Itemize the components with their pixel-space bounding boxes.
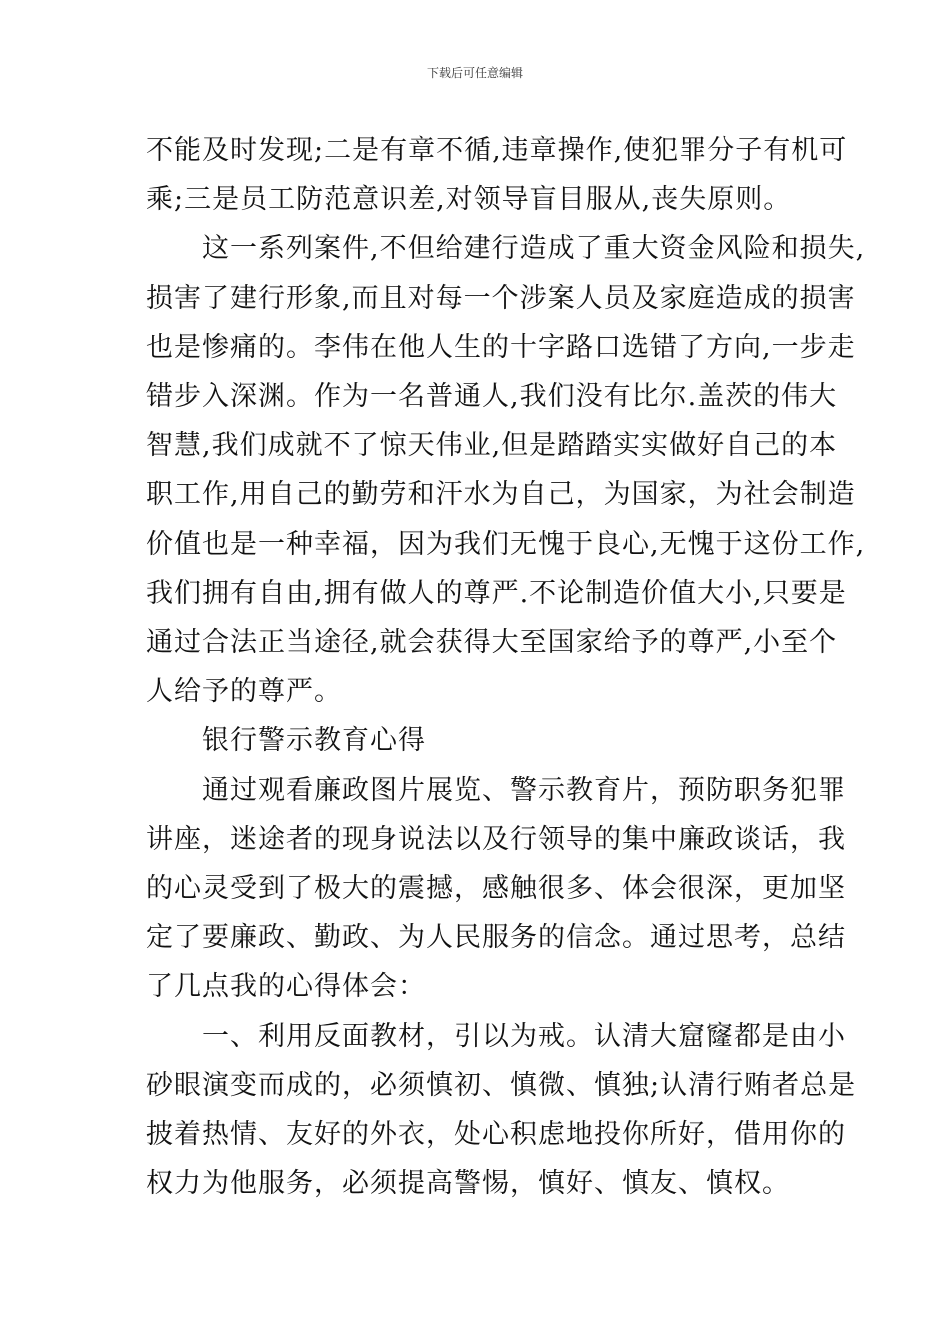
paragraph-point-one [146, 1012, 857, 1209]
text-line: 不能及时发现;二是有章不循,违章操作,使犯罪分子有机可 [146, 135, 848, 166]
text-line: 职工作,用自己的勤劳和汗水为自己，为国家，为社会制造 [146, 479, 856, 511]
text-line: 通过合法正当途径,就会获得大至国家给予的尊严,小至个 [146, 627, 838, 659]
paragraph-case-reflection [146, 224, 866, 716]
text-line: 通过观看廉政图片展览、警示教育片，预防职务犯罪 [202, 774, 846, 806]
text-line: 智慧,我们成就不了惊天伟业,但是踏踏实实做好自己的本 [146, 430, 838, 462]
text-line: 一、利用反面教材，引以为戒。认清大窟窿都是由小 [202, 1020, 846, 1052]
section-title-text: 银行警示教育心得 [202, 725, 426, 757]
page-header: 下载后可任意编辑 [426, 66, 523, 80]
section-title [146, 716, 816, 765]
text-line: 权力为他服务，必须提高警惕，慎好、慎友、慎权。 [146, 1168, 790, 1200]
text-line: 定了要廉政、勤政、为人民服务的信念。通过思考，总结 [146, 922, 846, 954]
text-line: 了几点我的心得体会： [146, 971, 426, 1003]
text-line: 披着热情、友好的外衣，处心积虑地投你所好，借用你的 [146, 1119, 846, 1151]
document-body [146, 126, 866, 1208]
text-line: 讲座，迷途者的现身说法以及行领导的集中廉政谈话，我 [146, 823, 846, 855]
text-line: 我们拥有自由,拥有做人的尊严.不论制造价值大小,只要是 [146, 577, 847, 609]
text-line: 的心灵受到了极大的震撼，感触很多、体会很深，更加坚 [146, 873, 846, 905]
text-line: 损害了建行形象,而且对每一个涉案人员及家庭造成的损害 [146, 282, 856, 314]
paragraph-continuation [146, 126, 848, 224]
text-line: 乘;三是员工防范意识差,对领导盲目服从,丧失原则。 [146, 184, 792, 216]
text-line: 也是惨痛的。李伟在他人生的十字路口选错了方向,一步走 [146, 331, 856, 363]
text-line: 错步入深渊。作为一名普通人,我们没有比尔.盖茨的伟大 [146, 381, 838, 413]
paragraph-intro [146, 766, 846, 1012]
text-line: 价值也是一种幸福，因为我们无愧于良心,无愧于这份工作, [146, 528, 866, 560]
text-line: 砂眼演变而成的，必须慎初、慎微、慎独;认清行贿者总是 [146, 1069, 857, 1101]
text-line: 人给予的尊严。 [146, 676, 342, 708]
text-line: 这一系列案件,不但给建行造成了重大资金风险和损失, [202, 233, 866, 265]
